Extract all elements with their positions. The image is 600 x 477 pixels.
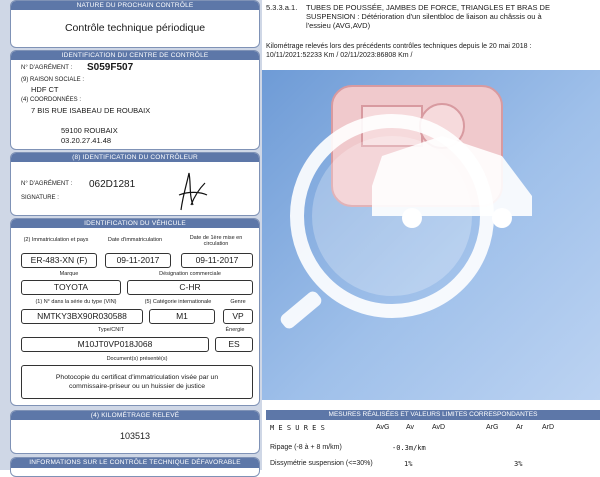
defect-line2: SUSPENSION : Détérioration d'un silentbloc de liaison au châssis ou à bbox=[306, 12, 542, 21]
marque-label: Marque bbox=[59, 271, 79, 277]
immat-value: ER-483-XN (F) bbox=[21, 253, 97, 268]
centre-header: IDENTIFICATION DU CENTRE DE CONTRÔLE bbox=[11, 51, 259, 60]
centre-box bbox=[10, 50, 260, 150]
col-arg: ArG bbox=[486, 424, 499, 431]
dissym-label: Dissymétrie suspension (<=30%) bbox=[270, 460, 373, 467]
col-avg: AvG bbox=[376, 424, 390, 431]
type-label: Type/CNIT bbox=[97, 327, 125, 333]
genre-label: Genre bbox=[230, 299, 246, 305]
mesures-title: M E S U R E S bbox=[270, 424, 325, 432]
next-control-header: NATURE DU PROCHAIN CONTRÔLE bbox=[11, 1, 259, 10]
vehicule-header: IDENTIFICATION DU VÉHICULE bbox=[11, 219, 259, 228]
mesures-header: MESURES RÉALISÉES ET VALEURS LIMITES CORRESPONDANTES bbox=[266, 410, 600, 420]
dissym-ar-value: 3% bbox=[514, 460, 523, 468]
centre-address: 7 BIS RUE ISABEAU DE ROUBAIX bbox=[31, 106, 151, 115]
vehicule-box bbox=[10, 218, 260, 406]
categorie-value: M1 bbox=[149, 309, 215, 324]
signature-mark bbox=[161, 165, 211, 215]
controleur-agrement-label: N° D'AGRÉMENT : bbox=[21, 181, 73, 187]
ripage-av-value: -0.3m/km bbox=[392, 444, 426, 452]
controleur-box bbox=[10, 152, 260, 216]
col-ar: Ar bbox=[516, 424, 523, 431]
date-circ-value: 09-11-2017 bbox=[181, 253, 253, 268]
controleur-header: (8) IDENTIFICATION DU CONTRÔLEUR bbox=[11, 153, 259, 162]
centre-coord-label: (4) COORDONNÉES : bbox=[21, 97, 82, 103]
vin-value: NMTKY3BX90R030588 bbox=[21, 309, 143, 324]
col-ard: ArD bbox=[542, 424, 555, 431]
defect-line1: TUBES DE POUSSÉE, JAMBES DE FORCE, TRIANGLES ET BRAS DE bbox=[306, 3, 550, 12]
next-control-value: Contrôle technique périodique bbox=[64, 22, 206, 34]
defect-code: 5.3.3.a.1. bbox=[266, 3, 298, 12]
categorie-label: (5) Catégorie internationale bbox=[144, 299, 212, 305]
kilometrage-value: 103513 bbox=[119, 431, 151, 441]
history-line2: 10/11/2021:52233 Km / 02/11/2023:86808 Km / bbox=[266, 52, 413, 59]
defect-line3: l'essieu (AVG,AVD) bbox=[306, 21, 371, 30]
dissym-av-value: 1% bbox=[404, 460, 413, 468]
documents-label: Document(s) présenté(s) bbox=[106, 356, 168, 362]
centre-raison-value: HDF CT bbox=[31, 85, 59, 94]
date-immat-label: Date d'immatriculation bbox=[107, 237, 163, 243]
footer-info-box bbox=[10, 457, 260, 477]
designation-label: Désignation commerciale bbox=[159, 271, 221, 277]
col-avd: AvD bbox=[432, 424, 446, 431]
date-immat-value: 09-11-2017 bbox=[105, 253, 171, 268]
date-circ-label: Date de 1ère mise en circulation bbox=[189, 235, 243, 247]
centre-raison-label: (9) RAISON SOCIALE : bbox=[21, 77, 85, 83]
marque-value: TOYOTA bbox=[21, 280, 121, 295]
energie-value: ES bbox=[215, 337, 253, 352]
kilometrage-box bbox=[10, 410, 260, 454]
inspection-watermark-icon bbox=[272, 66, 600, 400]
history-line1: Kilométrage relevés lors des précédents contrôles techniques depuis le 20 mai 2018 : bbox=[266, 43, 532, 50]
centre-city: 59100 ROUBAIX bbox=[61, 126, 118, 135]
designation-value: C-HR bbox=[127, 280, 253, 295]
energie-label: Énergie bbox=[225, 327, 245, 333]
controleur-agrement-value: 062D1281 bbox=[89, 179, 136, 190]
ripage-label: Ripage (-8 à + 8 m/km) bbox=[270, 444, 342, 451]
vin-label: (1) N° dans la série du type (VIN) bbox=[35, 299, 117, 305]
documents-value: Photocopie du certificat d'immatriculation visée par un commissaire-priseur ou un huissier de justice bbox=[21, 365, 253, 399]
footer-info-header: INFORMATIONS SUR LE CONTRÔLE TECHNIQUE DÉFAVORABLE bbox=[11, 458, 259, 468]
kilometrage-header: (4) KILOMÉTRAGE RELEVÉ bbox=[11, 411, 259, 420]
immat-label: (2) Immatriculation et pays bbox=[23, 237, 89, 243]
centre-agrement-label: N° D'AGRÉMENT : bbox=[21, 65, 73, 71]
col-av: Av bbox=[406, 424, 415, 431]
type-value: M10JT0VP018J068 bbox=[21, 337, 209, 352]
centre-agrement-value: S059F507 bbox=[87, 62, 134, 73]
controleur-signature-label: SIGNATURE : bbox=[21, 195, 59, 201]
genre-value: VP bbox=[223, 309, 253, 324]
next-control-box bbox=[10, 0, 260, 48]
centre-phone: 03.20.27.41.48 bbox=[61, 136, 112, 145]
